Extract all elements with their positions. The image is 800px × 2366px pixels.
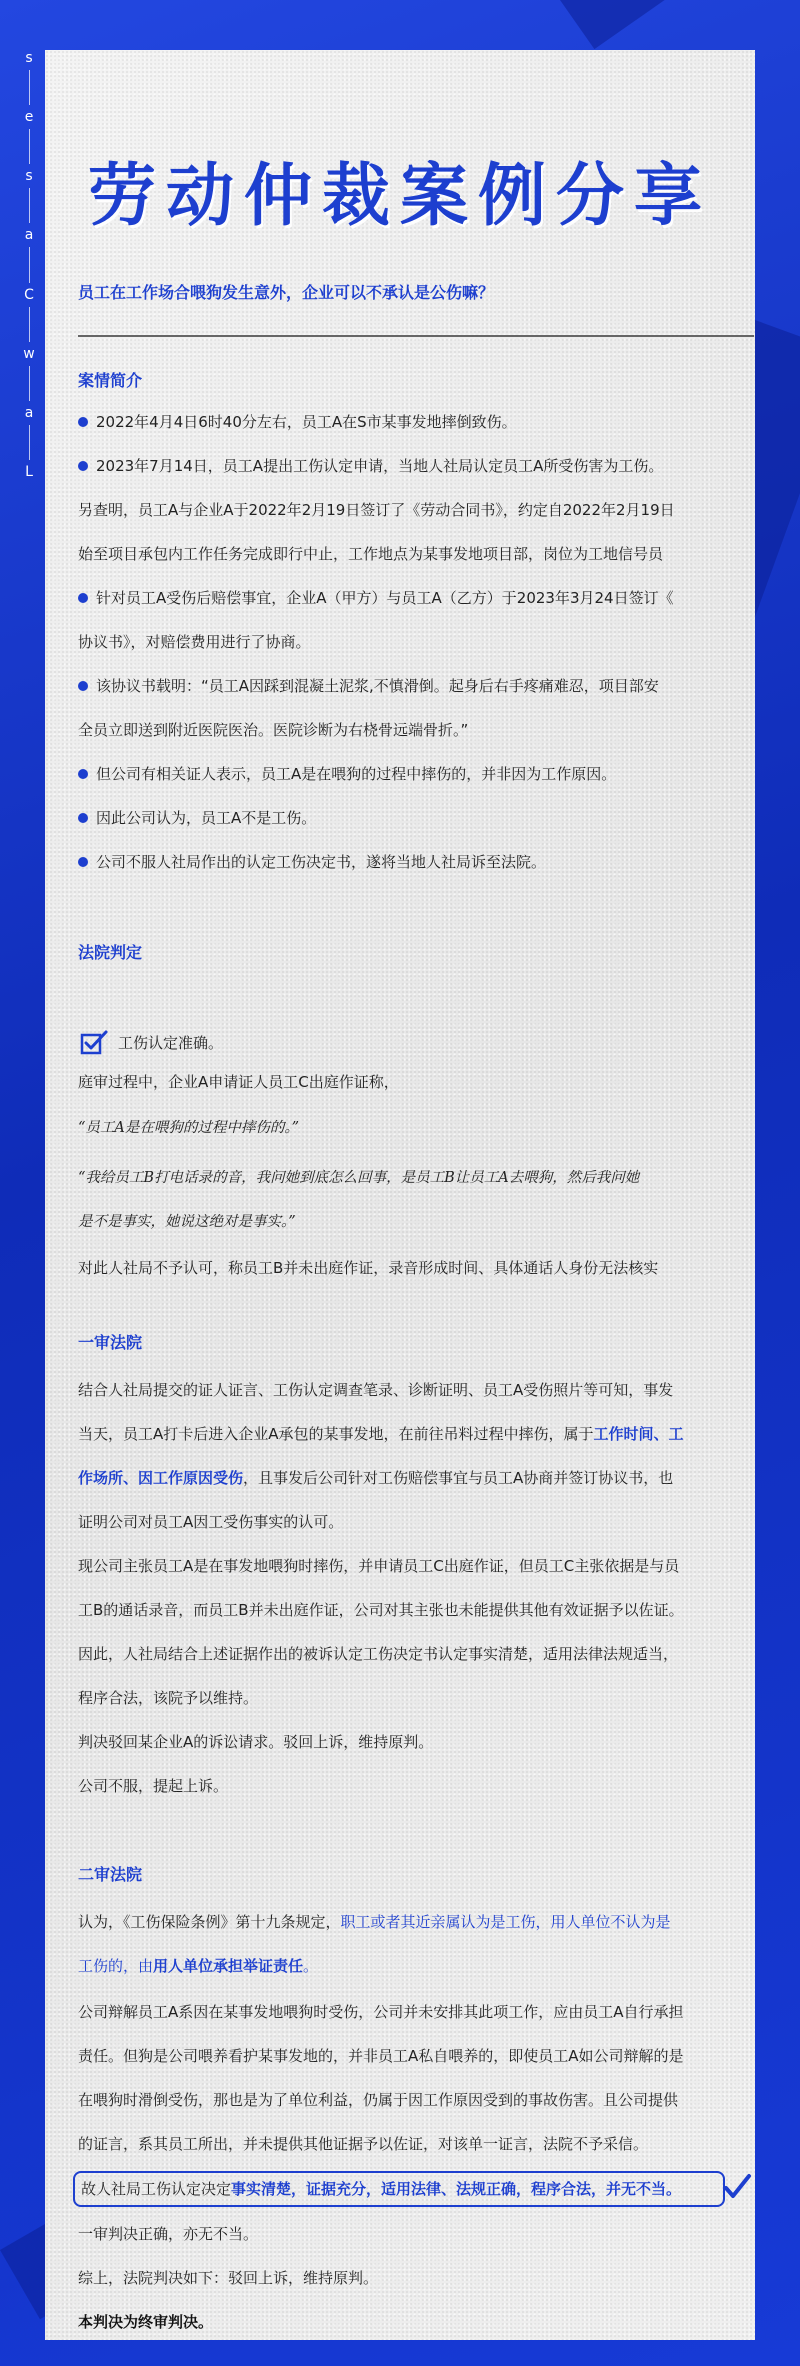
highlight-text: 职工或者其近亲属认为是工伤，用人单位不认为是	[340, 1913, 671, 1931]
second-instance-line: 责任。但狗是公司喂养看护某事发地的，并非员工A私自喂养的，即使员工A如公司辩解的是	[78, 2047, 684, 2065]
check-label: 工伤认定准确。	[118, 1033, 224, 1052]
second-instance-line: 公司辩解员工A系因在某事发地喂狗时受伤，公司并未安排其此项工作，应由员工A自行承担	[78, 2003, 684, 2021]
case-line: 因此公司认为，员工A不是工伤。	[78, 796, 723, 840]
case-line: 但公司有相关证人表示，员工A是在喂狗的过程中摔伤的，并非因为工作原因。	[78, 752, 723, 796]
check-mark-icon	[723, 2172, 751, 2202]
page-subtitle: 员工在工作场合喂狗发生意外，企业可以不承认是公伤嘛？	[78, 283, 495, 302]
second-instance-line: 在喂狗时滑倒受伤，那也是为了单位利益，仍属于因工作原因受到的事故伤害。且公司提供	[78, 2091, 679, 2109]
text-run: 故人社局工伤认定决定	[81, 2180, 232, 2198]
second-instance-line: 一审判决正确，亦无不当。	[78, 2225, 259, 2243]
rail-letter: L	[25, 463, 33, 480]
checkbox-check-icon	[80, 1029, 108, 1055]
second-instance-line: 的证言，系其员工所出，并未提供其他证据予以佐证，对该单一证言，法院不予采信。	[78, 2135, 649, 2153]
text-run: 当天，员工A打卡后进入企业A承包的某事发地，在前往吊料过程中摔伤，属于	[78, 1425, 594, 1443]
rail-letter: w	[23, 345, 35, 362]
text-run: 认为，《工伤保险条例》第十九条规定，	[78, 1913, 341, 1931]
second-instance-line	[78, 1944, 723, 1988]
case-line: 始至项目承包内工作任务完成即行中止，工作地点为某事发地项目部，岗位为工地信号员	[78, 545, 664, 563]
highlight-text: 。	[303, 1957, 319, 1975]
first-instance-line: 公司不服，提起上诉。	[78, 1777, 229, 1795]
second-instance-line: 综上，法院判决如下：驳回上诉，维持原判。	[78, 2269, 379, 2287]
first-instance-line: 结合人社局提交的证人证言、工伤认定调查笔录、诊断证明、员工A受伤照片等可知，事发	[78, 1381, 674, 1399]
case-line: 该协议书载明：“员工A因踩到混凝土泥浆,不慎滑倒。起身后右手疼痛难忍，项目部安	[78, 664, 723, 708]
document-paper	[45, 50, 755, 2340]
second-instance-line	[81, 2167, 726, 2211]
section-heading-second-instance: 二审法院	[78, 1865, 143, 1884]
rail-line	[29, 425, 30, 460]
first-instance-line: 判决驳回某企业A的诉讼请求。驳回上诉，维持原判。	[78, 1733, 434, 1751]
final-judgment-line: 本判决为终审判决。	[78, 2313, 214, 2331]
check-row	[80, 1025, 223, 1059]
section-heading-case: 案情简介	[78, 371, 143, 390]
rail-letter: a	[24, 227, 34, 244]
rail-line	[29, 70, 30, 105]
judgment-quote: 是不是事实，她说这绝对是事实。”	[78, 1214, 296, 1230]
page-title: 劳动仲裁案例分享	[87, 157, 712, 236]
first-instance-line: 现公司主张员工A是在事发地喂狗时摔伤，并申请员工C出庭作证，但员工C主张依据是与员	[78, 1557, 680, 1575]
highlight-text: 工伤的，由	[78, 1957, 154, 1975]
rail-letter: s	[25, 168, 33, 185]
rail-line	[29, 307, 30, 342]
case-line: 另查明，员工A与企业A于2022年2月19日签订了《劳动合同书》，约定自2022年2月19日	[78, 501, 675, 519]
first-instance-line: 工B的通话录音，而员工B并未出庭作证，公司对其主张也未能提供其他有效证据予以佐证。	[78, 1601, 684, 1619]
highlight-text: 工作时间、工	[593, 1425, 684, 1443]
first-instance-line: 证明公司对员工A因工受伤事实的认可。	[78, 1513, 344, 1531]
first-instance-line: 程序合法，该院予以维持。	[78, 1689, 259, 1707]
judgment-line: 对此人社局不予认可，称员工B并未出庭作证，录音形成时间、具体通话人身份无法核实	[78, 1259, 659, 1277]
case-line: 针对员工A受伤后赔偿事宜，企业A（甲方）与员工A（乙方）于2023年3月24日签订《	[78, 576, 723, 620]
first-instance-line	[78, 1412, 723, 1456]
first-instance-line	[78, 1456, 723, 1500]
first-instance-line: 因此，人社局结合上述证据作出的被诉认定工伤决定书认定事实清楚，适用法律法规适当，	[78, 1645, 679, 1663]
case-line: 2022年4月4日6时40分左右，员工A在S市某事发地摔倒致伤。	[78, 400, 723, 444]
section-heading-judgment: 法院判定	[78, 943, 143, 962]
rail-line	[29, 247, 30, 282]
rail-letter: C	[24, 286, 34, 303]
judgment-quote: “我给员工B打电话录的音，我问她到底怎么回事，是员工B让员工A去喂狗，然后我问她	[78, 1170, 640, 1186]
case-line: 公司不服人社局作出的认定工伤决定书，遂将当地人社局诉至法院。	[78, 840, 723, 884]
highlight-text: 用人单位承担举证责任	[153, 1957, 304, 1975]
divider	[78, 335, 754, 337]
text-run: ，且事发后公司针对工伤赔偿事宜与员工A协商并签订协议书，也	[243, 1469, 674, 1487]
case-line: 协议书》，对赔偿费用进行了协商。	[78, 633, 311, 651]
rail-line	[29, 366, 30, 401]
judgment-line: 庭审过程中，企业A申请证人员工C出庭作证称，	[78, 1073, 399, 1091]
side-rail	[18, 50, 40, 480]
rail-line	[29, 188, 30, 223]
rail-line	[29, 129, 30, 164]
case-line: 2023年7月14日，员工A提出工伤认定申请，当地人社局认定员工A所受伤害为工伤。	[78, 444, 723, 488]
rail-letter: e	[24, 109, 34, 126]
case-line: 全员立即送到附近医院医治。医院诊断为右桡骨远端骨折。”	[78, 721, 469, 739]
section-heading-first-instance: 一审法院	[78, 1333, 143, 1352]
judgment-quote: “员工A是在喂狗的过程中摔伤的。”	[78, 1120, 300, 1136]
highlight-text: 作场所、因工作原因受伤	[78, 1469, 244, 1487]
rail-letter: s	[25, 50, 33, 66]
second-instance-line	[78, 1900, 723, 1944]
highlight-text: 事实清楚，证据充分，适用法律、法规正确，程序合法，并无不当。	[231, 2180, 682, 2198]
rail-letter: a	[24, 404, 34, 421]
